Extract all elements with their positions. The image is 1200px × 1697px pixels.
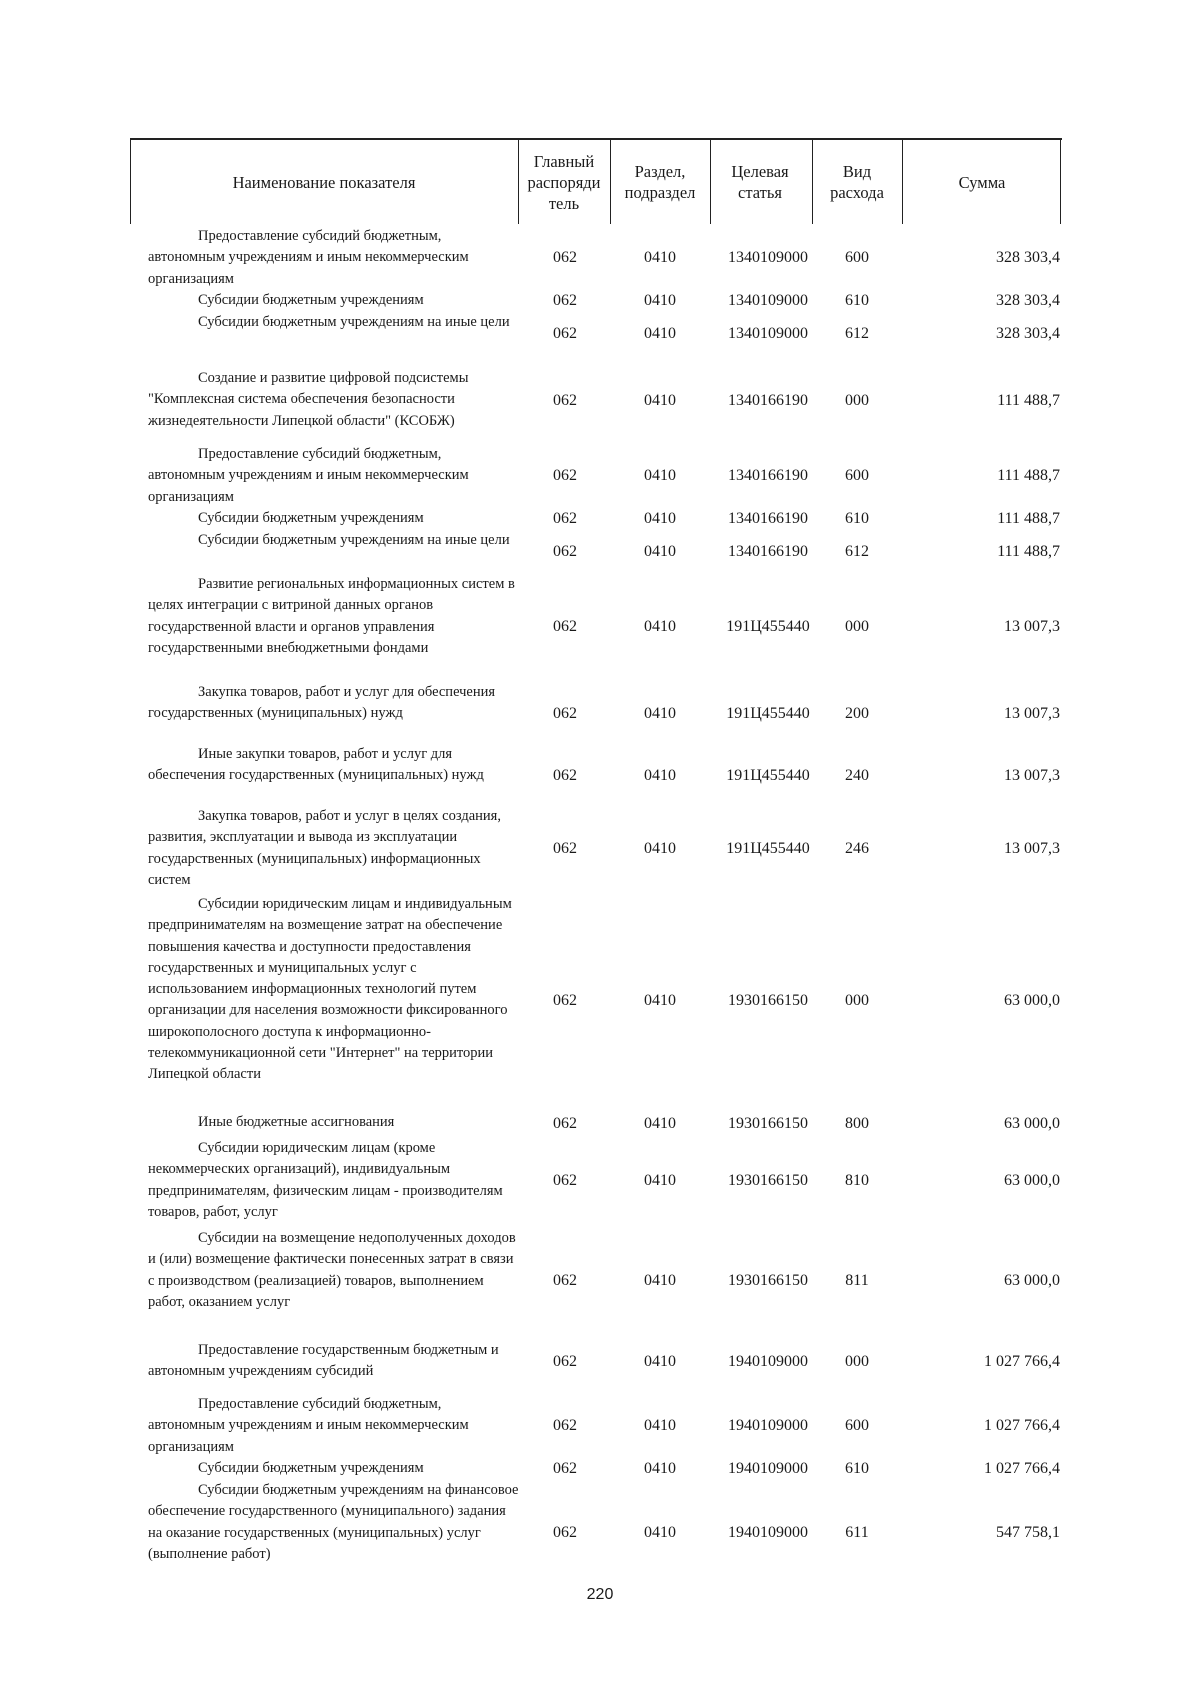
table-row: [0, 1480, 1200, 1586]
row-sum: 328 303,4: [996, 292, 1060, 309]
row-name: Предоставление субсидий бюджетным, автономным учреждениям и иным некоммерческим организациям: [148, 446, 469, 505]
row-target: 191Ц455440: [726, 618, 810, 635]
row-target: 1340109000: [728, 325, 808, 342]
row-name: Закупка товаров, работ и услуг в целях создания, развития, эксплуатации и вывода из эксплуатации государственных (муниципальных) информационных систем: [148, 808, 501, 888]
table-row: [0, 1394, 1200, 1458]
header-border: [902, 140, 903, 224]
row-section: 0410: [644, 392, 676, 409]
header-border: [610, 140, 611, 224]
row-sum: 111 488,7: [997, 467, 1060, 484]
row-section: 0410: [644, 1417, 676, 1434]
row-sum: 328 303,4: [996, 325, 1060, 342]
row-exp-type: 200: [845, 705, 869, 722]
row-sum: 1 027 766,4: [984, 1417, 1060, 1434]
row-sum: 13 007,3: [1004, 705, 1060, 722]
row-name: Субсидии бюджетным учреждениям: [198, 510, 424, 526]
row-target: 1340166190: [728, 510, 808, 527]
table-row: [0, 574, 1200, 680]
row-section: 0410: [644, 767, 676, 784]
row-name: Предоставление субсидий бюджетным, автономным учреждениям и иным некоммерческим организациям: [148, 228, 469, 287]
row-exp-type: 610: [845, 510, 869, 527]
row-gr: 062: [553, 1524, 577, 1541]
row-sum: 111 488,7: [997, 392, 1060, 409]
row-gr: 062: [553, 249, 577, 266]
row-exp-type: 000: [845, 618, 869, 635]
header-gr: Главный распоряди тель: [527, 151, 601, 213]
row-gr: 062: [553, 1172, 577, 1189]
row-sum: 547 758,1: [996, 1524, 1060, 1541]
row-gr: 062: [553, 510, 577, 527]
row-exp-type: 000: [845, 992, 869, 1009]
row-exp-type: 600: [845, 249, 869, 266]
row-gr: 062: [553, 1353, 577, 1370]
row-name: Субсидии бюджетным учреждениям на иные цели: [198, 314, 510, 330]
table-header: [130, 138, 1062, 224]
row-name: Субсидии бюджетным учреждениям: [198, 292, 424, 308]
table-row: [0, 226, 1200, 290]
table-row: [0, 806, 1200, 892]
row-target: 1340109000: [728, 249, 808, 266]
row-name: Субсидии на возмещение недополученных доходов и (или) возмещение фактически понесенных затрат в связи с производством (реализацией) товаров, выполнением работ, оказанием услуг: [148, 1230, 516, 1310]
row-section: 0410: [644, 1172, 676, 1189]
row-section: 0410: [644, 1353, 676, 1370]
row-sum: 111 488,7: [997, 510, 1060, 527]
table-row: [0, 1458, 1200, 1480]
header-border: [812, 140, 813, 224]
header-name: Наименование показателя: [232, 172, 416, 192]
row-target: 1340166190: [728, 467, 808, 484]
row-sum: 63 000,0: [1004, 992, 1060, 1009]
row-sum: 13 007,3: [1004, 618, 1060, 635]
row-gr: 062: [553, 325, 577, 342]
row-name: Закупка товаров, работ и услуг для обеспечения государственных (муниципальных) нужд: [148, 684, 496, 722]
row-exp-type: 611: [845, 1524, 869, 1541]
row-section: 0410: [644, 705, 676, 722]
row-exp-type: 612: [845, 543, 869, 560]
row-exp-type: 240: [845, 767, 869, 784]
row-exp-type: 612: [845, 325, 869, 342]
row-gr: 062: [553, 840, 577, 857]
row-gr: 062: [553, 1115, 577, 1132]
row-exp-type: 246: [845, 840, 869, 857]
row-target: 1940109000: [728, 1417, 808, 1434]
row-name: Создание и развитие цифровой подсистемы "Комплексная система обеспечения безопасности жизнедеятельности Липецкой области" (КСОБЖ): [148, 370, 469, 429]
table-row: [0, 368, 1200, 434]
header-border: [1060, 140, 1061, 224]
table-row: [0, 744, 1200, 808]
row-section: 0410: [644, 1272, 676, 1289]
row-target: 191Ц455440: [726, 840, 810, 857]
row-sum: 111 488,7: [997, 543, 1060, 560]
table-row: [0, 530, 1200, 574]
header-section: Раздел, подраздел: [624, 162, 696, 202]
row-gr: 062: [553, 705, 577, 722]
table-row: [0, 682, 1200, 746]
table-row: [0, 1112, 1200, 1136]
row-sum: 13 007,3: [1004, 840, 1060, 857]
table-row: [0, 1340, 1200, 1384]
row-exp-type: 800: [845, 1115, 869, 1132]
row-gr: 062: [553, 1460, 577, 1477]
row-gr: 062: [553, 767, 577, 784]
header-border: [710, 140, 711, 224]
row-section: 0410: [644, 840, 676, 857]
row-exp-type: 600: [845, 1417, 869, 1434]
row-exp-type: 600: [845, 467, 869, 484]
row-section: 0410: [644, 1460, 676, 1477]
header-target: Целевая статья: [731, 162, 789, 202]
table-row: [0, 894, 1200, 1108]
row-sum: 63 000,0: [1004, 1272, 1060, 1289]
row-section: 0410: [644, 618, 676, 635]
row-section: 0410: [644, 467, 676, 484]
row-target: 1940109000: [728, 1524, 808, 1541]
row-target: 1940109000: [728, 1460, 808, 1477]
row-exp-type: 000: [845, 1353, 869, 1370]
row-name: Субсидии бюджетным учреждениям на иные цели: [198, 532, 510, 548]
row-target: 191Ц455440: [726, 705, 810, 722]
row-name: Развитие региональных информационных систем в целях интеграции с витриной данных органов государственной власти и органов управления государственными внебюджетными фондами: [148, 576, 515, 656]
row-target: 1340109000: [728, 292, 808, 309]
row-sum: 63 000,0: [1004, 1172, 1060, 1189]
page-number: 220: [586, 1586, 614, 1603]
table-row: [0, 1138, 1200, 1224]
row-exp-type: 810: [845, 1172, 869, 1189]
row-sum: 1 027 766,4: [984, 1353, 1060, 1370]
row-exp-type: 610: [845, 1460, 869, 1477]
row-gr: 062: [553, 543, 577, 560]
row-gr: 062: [553, 618, 577, 635]
row-target: 1340166190: [728, 543, 808, 560]
table-row: [0, 444, 1200, 508]
row-sum: 63 000,0: [1004, 1115, 1060, 1132]
table-row: [0, 290, 1200, 312]
row-exp-type: 000: [845, 392, 869, 409]
row-exp-type: 811: [845, 1272, 869, 1289]
row-sum: 1 027 766,4: [984, 1460, 1060, 1477]
row-gr: 062: [553, 1272, 577, 1289]
row-target: 1930166150: [728, 1272, 808, 1289]
row-gr: 062: [553, 1417, 577, 1434]
row-section: 0410: [644, 325, 676, 342]
row-name: Субсидии бюджетным учреждениям: [198, 1460, 424, 1476]
row-exp-type: 610: [845, 292, 869, 309]
row-target: 191Ц455440: [726, 767, 810, 784]
row-gr: 062: [553, 992, 577, 1009]
table-row: [0, 1228, 1200, 1334]
row-section: 0410: [644, 292, 676, 309]
row-section: 0410: [644, 510, 676, 527]
row-target: 1930166150: [728, 992, 808, 1009]
row-name: Субсидии бюджетным учреждениям на финансовое обеспечение государственного (муниципального) задания на оказание государственных (муниципальных) услуг (выполнение работ): [148, 1482, 519, 1562]
table-row: [0, 312, 1200, 356]
row-sum: 13 007,3: [1004, 767, 1060, 784]
row-name: Иные закупки товаров, работ и услуг для обеспечения государственных (муниципальных) нужд: [148, 746, 484, 784]
row-name: Предоставление государственным бюджетным и автономным учреждениям субсидий: [148, 1342, 499, 1380]
row-section: 0410: [644, 1524, 676, 1541]
row-section: 0410: [644, 1115, 676, 1132]
row-name: Иные бюджетные ассигнования: [198, 1114, 395, 1130]
row-section: 0410: [644, 249, 676, 266]
row-target: 1340166190: [728, 392, 808, 409]
row-name: Субсидии юридическим лицам (кроме некоммерческих организаций), индивидуальным предпринимателям, физическим лицам - производителям товаров, работ, услуг: [148, 1140, 503, 1220]
table-row: [0, 508, 1200, 530]
row-target: 1930166150: [728, 1115, 808, 1132]
row-section: 0410: [644, 543, 676, 560]
row-name: Субсидии юридическим лицам и индивидуальным предпринимателям на возмещение затрат на обеспечение повышения качества и доступности предоставления государственных и муниципальных услуг с использованием информационных технологий путем организации для населения возможности фиксированного широкополосного доступа к информационно-телекоммуникационной сети "Интернет" на территории Липецкой области: [148, 896, 512, 1083]
header-border: [518, 140, 519, 224]
row-section: 0410: [644, 992, 676, 1009]
row-target: 1940109000: [728, 1353, 808, 1370]
row-gr: 062: [553, 292, 577, 309]
row-target: 1930166150: [728, 1172, 808, 1189]
header-exp-type: Вид расхода: [830, 162, 884, 202]
row-sum: 328 303,4: [996, 249, 1060, 266]
row-gr: 062: [553, 392, 577, 409]
row-gr: 062: [553, 467, 577, 484]
row-name: Предоставление субсидий бюджетным, автономным учреждениям и иным некоммерческим организациям: [148, 1396, 469, 1455]
header-sum: Сумма: [958, 172, 1006, 192]
